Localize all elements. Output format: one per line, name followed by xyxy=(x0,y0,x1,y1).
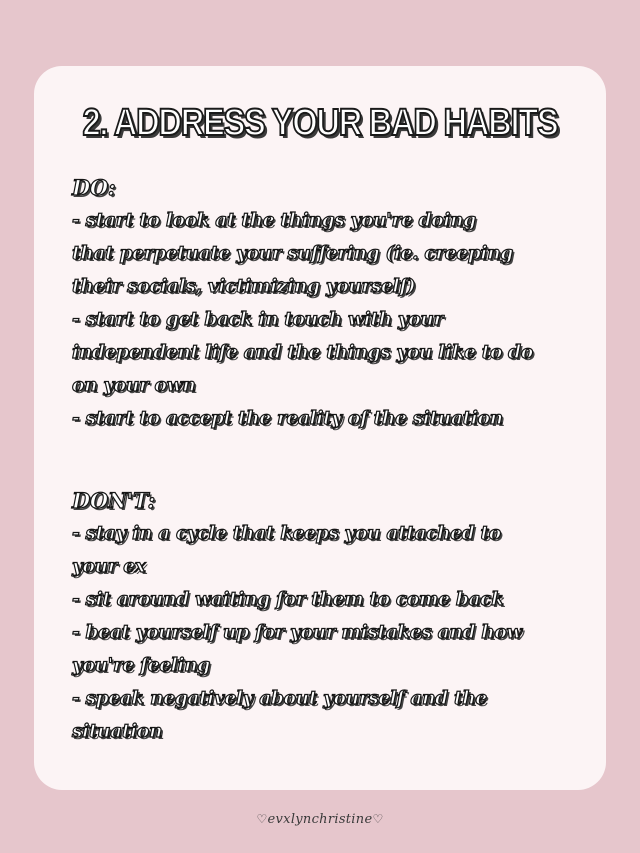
do-line: that perpetuate your suffering (ie. creeping xyxy=(72,243,513,264)
dont-line: you're feeling xyxy=(72,655,210,676)
do-section xyxy=(72,171,586,435)
dont-line: your ex xyxy=(72,556,146,577)
heart-icon: ♡ xyxy=(256,812,268,826)
dont-line: situation xyxy=(72,721,163,742)
dont-line: - beat yourself up for your mistakes and how xyxy=(72,622,523,643)
dont-line: - stay in a cycle that keeps you attached to xyxy=(72,523,501,544)
do-line: - start to accept the reality of the situation xyxy=(72,408,503,429)
dont-line: - sit around waiting for them to come back xyxy=(72,589,504,610)
dont-heading: DON'T: xyxy=(72,488,155,513)
page-title: 2. ADDRESS YOUR BAD HABITS xyxy=(82,102,558,144)
do-line: independent life and the things you like to do xyxy=(72,342,533,363)
creator-handle: evxlynchristine xyxy=(267,812,373,827)
dont-section xyxy=(72,484,586,748)
do-line: on your own xyxy=(72,375,196,396)
content-card xyxy=(34,66,606,790)
do-heading: DO: xyxy=(72,175,116,200)
do-line: their socials, victimizing yourself) xyxy=(72,276,416,297)
do-line: - start to look at the things you're doing xyxy=(72,210,476,231)
heart-icon: ♡ xyxy=(372,812,384,826)
dont-line: - speak negatively about yourself and the xyxy=(72,688,487,709)
creator-credit xyxy=(0,812,640,827)
do-line: - start to get back in touch with your xyxy=(72,309,443,330)
